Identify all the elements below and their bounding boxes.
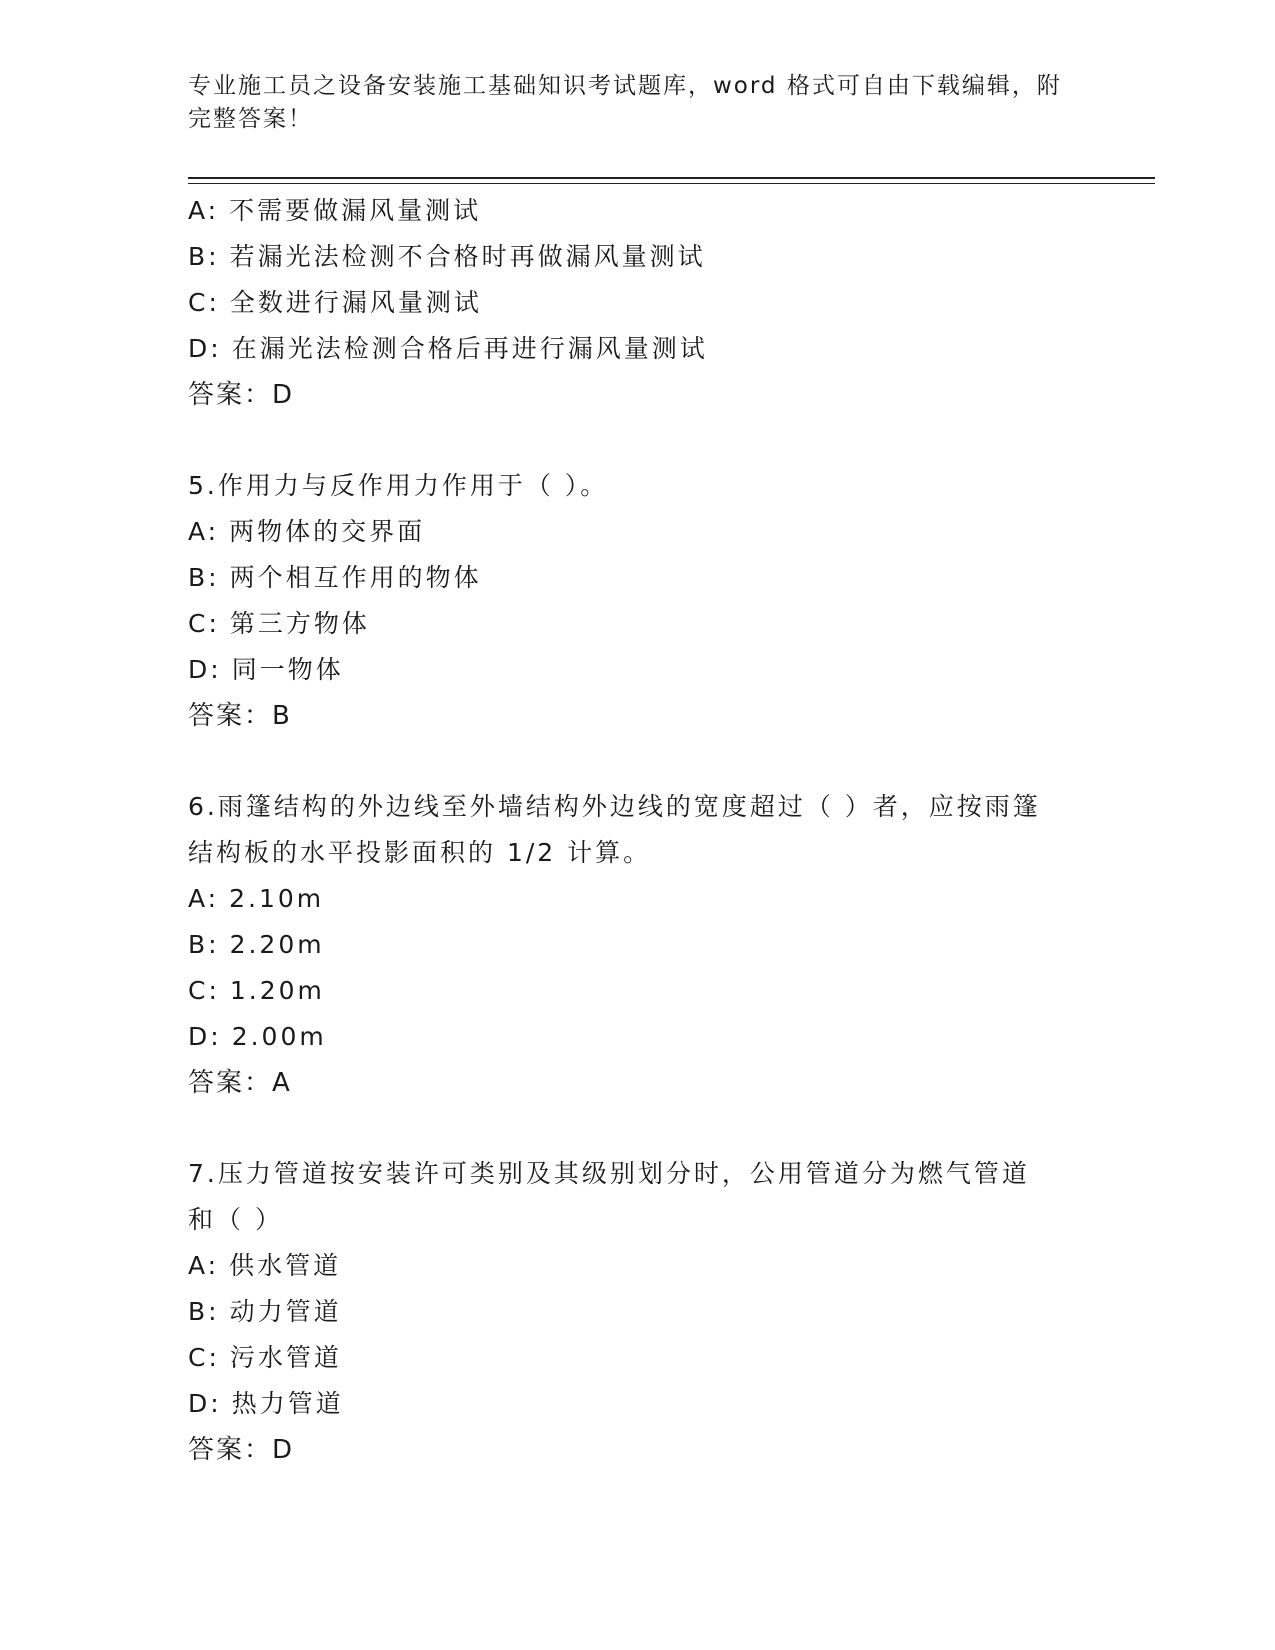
question-7 — [188, 1151, 1088, 1473]
option-b: B: 动力管道 — [188, 1297, 342, 1326]
question-partial — [188, 188, 1088, 418]
answer-line: 答案：A — [188, 1068, 292, 1098]
option-c: C: 1.20m — [188, 976, 325, 1005]
option-c: C: 第三方物体 — [188, 609, 370, 638]
option-c: C: 污水管道 — [188, 1343, 342, 1372]
option-c: C: 全数进行漏风量测试 — [188, 288, 482, 317]
option-a: A: 不需要做漏风量测试 — [188, 196, 482, 225]
option-b: B: 2.20m — [188, 930, 325, 959]
question-text: 5.作用力与反作用力作用于（ ）。 — [188, 471, 609, 500]
question-text: 6.雨篷结构的外边线至外墙结构外边线的宽度超过（ ）者，应按雨篷结构板的水平投影面积的 1/2 计算。 — [188, 792, 1041, 867]
header-divider — [188, 177, 1155, 179]
option-a: A: 2.10m — [188, 884, 325, 913]
option-a: A: 两物体的交界面 — [188, 517, 426, 546]
option-d: D: 热力管道 — [188, 1389, 344, 1418]
option-b: B: 若漏光法检测不合格时再做漏风量测试 — [188, 242, 706, 271]
option-d: D: 同一物体 — [188, 655, 344, 684]
option-d: D: 在漏光法检测合格后再进行漏风量测试 — [188, 334, 708, 363]
document-header: 专业施工员之设备安装施工基础知识考试题库，word 格式可自由下载编辑，附完整答案！ — [188, 73, 1062, 132]
answer-line: 答案：B — [188, 701, 292, 731]
answer-line: 答案：D — [188, 380, 295, 410]
header-divider-thin — [188, 183, 1155, 184]
option-d: D: 2.00m — [188, 1022, 327, 1051]
answer-line: 答案：D — [188, 1435, 295, 1465]
question-list — [188, 188, 1088, 1473]
question-5 — [188, 463, 1088, 739]
option-b: B: 两个相互作用的物体 — [188, 563, 482, 592]
option-a: A: 供水管道 — [188, 1251, 342, 1280]
question-text: 7.压力管道按安装许可类别及其级别划分时，公用管道分为燃气管道和（ ） — [188, 1159, 1030, 1234]
question-6 — [188, 784, 1088, 1106]
